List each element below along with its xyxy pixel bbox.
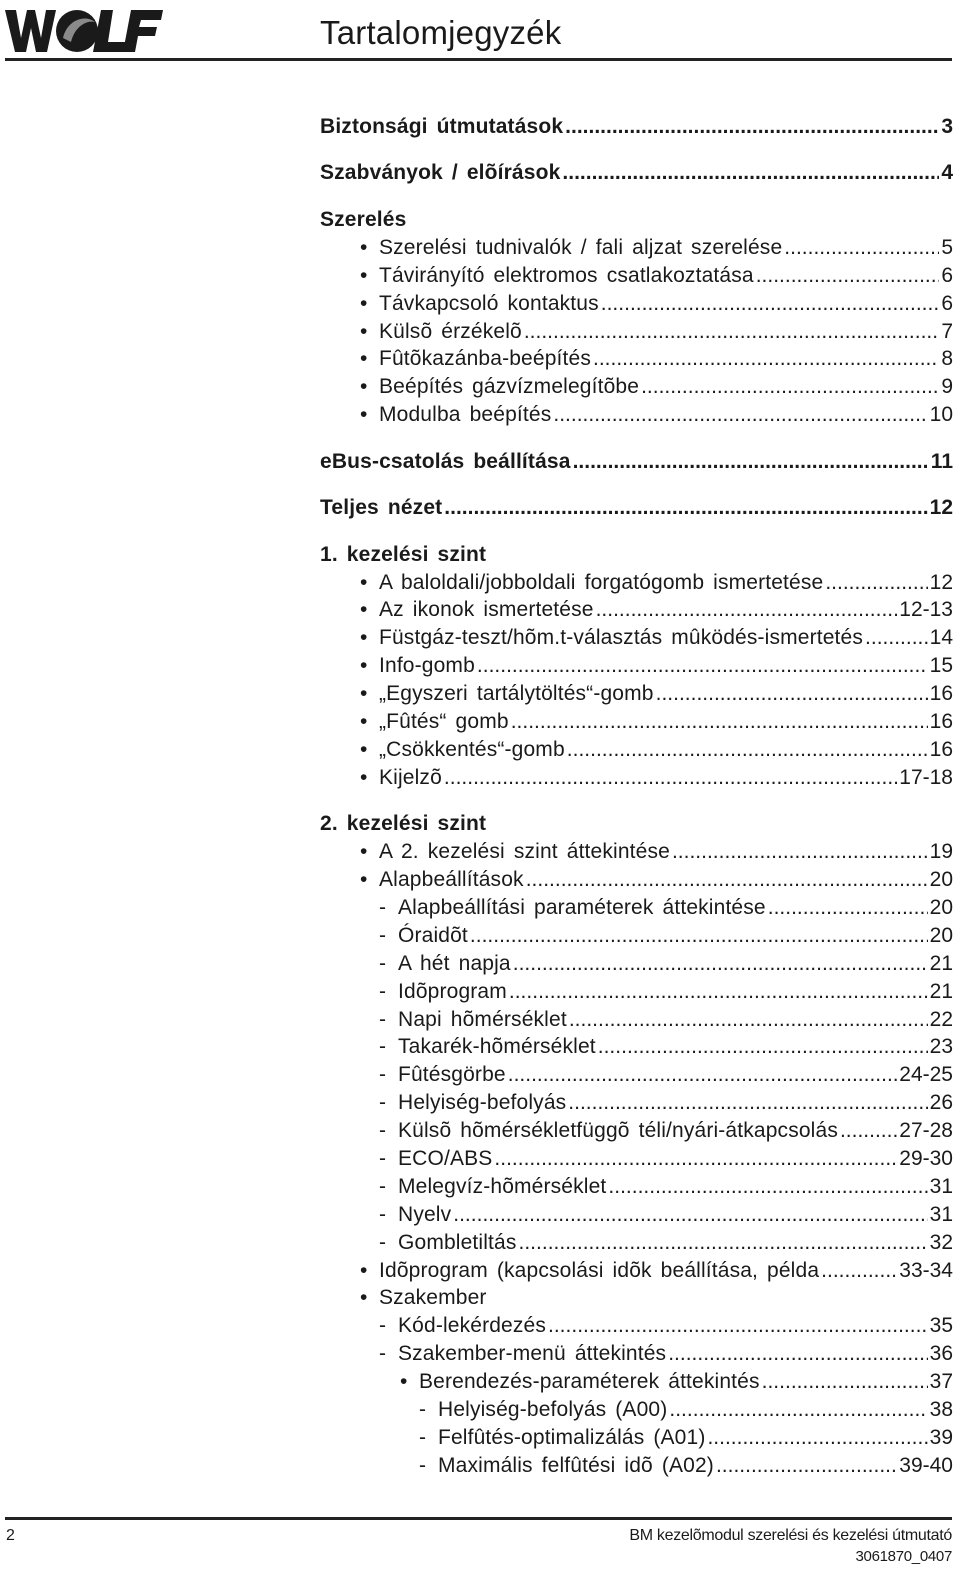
toc-entry[interactable]: [320, 680, 953, 708]
toc-entry[interactable]: [320, 1061, 953, 1089]
bullet-icon: •: [360, 626, 368, 650]
toc-entry-page: 32: [929, 1230, 953, 1254]
toc-entry-page: 12-13: [899, 598, 953, 622]
toc-entry[interactable]: [320, 894, 953, 922]
bullet-icon: •: [360, 347, 368, 371]
toc-entry-title: Alapbeállítások: [379, 868, 524, 892]
dot-leader: [553, 401, 927, 429]
bullet-icon: •: [360, 319, 368, 343]
dash-icon: -: [379, 1230, 386, 1254]
toc-entry-title: Info-gomb: [379, 654, 475, 678]
toc-entry-title: Biztonsági útmutatások: [320, 115, 564, 138]
toc-entry-page: 35: [929, 1314, 953, 1338]
toc-entry-title: Teljes nézet: [320, 496, 443, 520]
dot-leader: [865, 624, 928, 652]
toc-section-entry[interactable]: [320, 448, 953, 476]
toc-entry[interactable]: [320, 736, 953, 764]
toc-entry-page: 39-40: [899, 1453, 953, 1477]
footer-manual-title: BM kezelõmodul szerelési és kezelési útmutató: [629, 1527, 952, 1544]
dot-leader: [494, 1145, 897, 1173]
toc-entry-page: 20: [929, 923, 953, 947]
dot-leader: [513, 950, 928, 978]
toc-entry-title: Kód-lekérdezés: [398, 1314, 547, 1338]
toc-entry-title: Beépítés gázvízmelegítõbe: [379, 375, 640, 399]
dash-icon: -: [379, 1035, 386, 1059]
toc-entry-title: Nyelv: [398, 1202, 452, 1226]
toc-entry-title: Távirányító elektromos csatlakoztatása: [379, 263, 754, 287]
footer-page-number: 2: [6, 1527, 15, 1544]
toc-entry-page: 14: [929, 626, 953, 650]
toc-entry[interactable]: [320, 1006, 953, 1034]
toc-entry-page: 17-18: [899, 765, 953, 789]
toc-entry-title: Helyiség-befolyás: [398, 1091, 567, 1115]
dot-leader: [444, 764, 897, 792]
toc-entry[interactable]: [320, 624, 953, 652]
dash-icon: -: [379, 1342, 386, 1366]
dot-leader: [716, 1452, 897, 1480]
toc-entry[interactable]: [320, 401, 953, 429]
toc-section-entry[interactable]: [320, 810, 953, 838]
footer-divider: [5, 1517, 952, 1520]
toc-entry-page: 38: [929, 1397, 953, 1421]
toc-entry[interactable]: [320, 1396, 953, 1424]
toc-entry[interactable]: [320, 652, 953, 680]
toc-entry-page: 10: [929, 403, 953, 427]
dot-leader: [569, 1006, 928, 1034]
toc-entry[interactable]: [320, 708, 953, 736]
toc-entry-page: 16: [929, 737, 953, 761]
dot-leader: [641, 373, 939, 401]
dash-icon: -: [419, 1453, 426, 1477]
toc-entry-page: 6: [941, 291, 953, 315]
page-title: Tartalomjegyzék: [320, 14, 562, 51]
toc-section-entry[interactable]: [320, 541, 953, 569]
toc-entry[interactable]: [320, 262, 953, 290]
toc-entry-page: 33-34: [899, 1258, 953, 1282]
toc-section-entry[interactable]: [320, 159, 953, 187]
toc-entry-title: Szakember: [379, 1286, 487, 1310]
bullet-icon: •: [360, 1286, 368, 1310]
toc-entry-title: Alapbeállítási paraméterek áttekintése: [398, 895, 766, 919]
toc-entry-title: Szakember-menü áttekintés: [398, 1342, 667, 1366]
toc-entry[interactable]: [320, 1257, 953, 1285]
toc-entry[interactable]: [320, 569, 953, 597]
toc-entry-title: Melegvíz-hõmérséklet: [398, 1174, 607, 1198]
toc-entry[interactable]: [320, 764, 953, 792]
dot-leader: [526, 866, 928, 894]
toc-entry-page: 4: [941, 161, 953, 185]
toc-entry[interactable]: [320, 318, 953, 346]
dot-leader: [568, 1089, 927, 1117]
dot-leader: [511, 708, 928, 736]
dot-leader: [598, 1033, 928, 1061]
toc-entry-title: Szabványok / elõírások: [320, 161, 561, 185]
toc-entry-title: Modulba beépítés: [379, 403, 552, 427]
toc-entry-page: 9: [941, 375, 953, 399]
dot-leader: [840, 1117, 897, 1145]
bullet-icon: •: [360, 375, 368, 399]
dash-icon: -: [379, 1063, 386, 1087]
bullet-icon: •: [360, 840, 368, 864]
dot-leader: [756, 262, 940, 290]
footer-doc-code: 3061870_0407: [855, 1548, 952, 1565]
dot-leader: [672, 838, 928, 866]
dot-leader: [548, 1312, 928, 1340]
toc-entry-page: 3: [941, 115, 953, 138]
toc-entry[interactable]: [320, 1424, 953, 1452]
bullet-icon: •: [400, 1370, 408, 1394]
wolf-logo: [5, 8, 163, 54]
dot-leader: [762, 1368, 928, 1396]
toc-entry-page: 24-25: [899, 1063, 953, 1087]
toc-entry-title: Napi hõmérséklet: [398, 1007, 567, 1031]
toc-entry-title: 1. kezelési szint: [320, 542, 487, 566]
toc-entry[interactable]: [320, 1089, 953, 1117]
toc-entry[interactable]: [320, 1229, 953, 1257]
header-divider: [5, 58, 952, 61]
dash-icon: -: [379, 1119, 386, 1143]
toc-entry-title: Kijelzõ: [379, 765, 442, 789]
toc-entry-page: 31: [929, 1202, 953, 1226]
toc-entry-page: 23: [929, 1035, 953, 1059]
toc-entry-page: 27-28: [899, 1119, 953, 1143]
toc-entry-page: 6: [941, 263, 953, 287]
toc-entry[interactable]: [320, 1284, 953, 1312]
toc-entry-title: Óraidõt: [398, 923, 468, 947]
dash-icon: -: [379, 1314, 386, 1338]
toc-entry-title: A baloldali/jobboldali forgatógomb ismertetése: [379, 570, 824, 594]
toc-entry[interactable]: [320, 1173, 953, 1201]
toc-entry-page: 21: [929, 979, 953, 1003]
bullet-icon: •: [360, 682, 368, 706]
toc-entry-title: Gombletiltás: [398, 1230, 517, 1254]
toc-entry-title: „Csökkentés“-gomb: [379, 737, 565, 761]
toc-entry[interactable]: [320, 345, 953, 373]
toc-entry-title: 2. kezelési szint: [320, 812, 487, 836]
bullet-icon: •: [360, 868, 368, 892]
toc-entry-page: 21: [929, 951, 953, 975]
toc-entry-page: 20: [929, 895, 953, 919]
bullet-icon: •: [360, 1258, 368, 1282]
dot-leader: [519, 1229, 928, 1257]
toc-entry[interactable]: [320, 234, 953, 262]
dot-leader: [477, 652, 928, 680]
dot-leader: [453, 1201, 927, 1229]
dash-icon: -: [419, 1397, 426, 1421]
toc-entry-page: 7: [941, 319, 953, 343]
toc-entry-title: ECO/ABS: [398, 1146, 493, 1170]
bullet-icon: •: [360, 570, 368, 594]
toc-entry[interactable]: [320, 950, 953, 978]
toc-entry-page: 20: [929, 868, 953, 892]
toc-entry-page: 37: [929, 1370, 953, 1394]
toc-entry[interactable]: [320, 1368, 953, 1396]
toc-entry-title: Helyiség-befolyás (A00): [438, 1397, 668, 1421]
bullet-icon: •: [360, 710, 368, 733]
dash-icon: -: [379, 1146, 386, 1170]
dot-leader: [509, 978, 928, 1006]
toc-entry-page: 12: [929, 570, 953, 594]
toc-entry-page: 16: [929, 710, 953, 733]
toc-entry[interactable]: [320, 978, 953, 1006]
toc-entry-title: Füstgáz-teszt/hõm.t-választás mûködés-ismertetés: [379, 626, 864, 650]
toc-entry-title: „Fûtés“ gomb: [379, 710, 509, 733]
toc-entry[interactable]: [320, 596, 953, 624]
dash-icon: -: [379, 1174, 386, 1198]
dot-leader: [668, 1340, 927, 1368]
dash-icon: -: [379, 1091, 386, 1115]
dot-leader: [669, 1396, 927, 1424]
toc-section-entry[interactable]: [320, 206, 953, 234]
bullet-icon: •: [360, 403, 368, 427]
toc-entry[interactable]: [320, 373, 953, 401]
dash-icon: -: [379, 1202, 386, 1226]
toc-entry[interactable]: [320, 922, 953, 950]
toc-entry[interactable]: [320, 1340, 953, 1368]
toc-entry-page: 22: [929, 1007, 953, 1031]
toc-entry-page: 11: [930, 449, 953, 473]
toc-entry-title: Az ikonok ismertetése: [379, 598, 594, 622]
toc-entry-title: Szerelés: [320, 207, 407, 231]
dash-icon: -: [379, 979, 386, 1003]
dash-icon: -: [379, 951, 386, 975]
toc-entry-page: 5: [941, 235, 953, 259]
toc-entry-title: Idõprogram (kapcsolási idõk beállítása, példa: [379, 1258, 820, 1282]
dot-leader: [565, 113, 939, 141]
toc-entry[interactable]: [320, 838, 953, 866]
toc-entry-title: Fûtõkazánba-beépítés: [379, 347, 591, 371]
toc-entry[interactable]: [320, 290, 953, 318]
toc-entry-title: Felfûtés-optimalizálás (A01): [438, 1425, 706, 1449]
bullet-icon: •: [360, 598, 368, 622]
toc-entry-page: 12: [929, 496, 953, 520]
toc-entry-page: 36: [929, 1342, 953, 1366]
dot-leader: [768, 894, 928, 922]
toc-section-entry[interactable]: [320, 494, 953, 522]
toc-entry-title: Külsõ hõmérsékletfüggõ téli/nyári-átkapcsolás: [398, 1119, 838, 1143]
bullet-icon: •: [360, 654, 368, 678]
toc-entry-title: Maximális felfûtési idõ (A02): [438, 1453, 714, 1477]
toc-entry-title: Távkapcsoló kontaktus: [379, 291, 599, 315]
toc-section-entry[interactable]: [320, 113, 953, 141]
dash-icon: -: [419, 1425, 426, 1449]
bullet-icon: •: [360, 235, 368, 259]
toc-entry-page: 15: [929, 654, 953, 678]
dot-leader: [656, 680, 928, 708]
toc-entry-title: Takarék-hõmérséklet: [398, 1035, 596, 1059]
toc-entry-page: 8: [941, 347, 953, 371]
toc-entry-title: „Egyszeri tartálytöltés“-gomb: [379, 682, 654, 706]
dash-icon: -: [379, 923, 386, 947]
dash-icon: -: [379, 1007, 386, 1031]
toc-entry[interactable]: [320, 1201, 953, 1229]
toc-entry[interactable]: [320, 1145, 953, 1173]
dot-leader: [596, 596, 898, 624]
bullet-icon: •: [360, 291, 368, 315]
bullet-icon: •: [360, 263, 368, 287]
dot-leader: [567, 736, 928, 764]
toc-entry-title: Idõprogram: [398, 979, 507, 1003]
dot-leader: [707, 1424, 927, 1452]
dot-leader: [821, 1257, 897, 1285]
toc-entry-page: 26: [929, 1091, 953, 1115]
dash-icon: -: [379, 895, 386, 919]
dot-leader: [784, 234, 939, 262]
dot-leader: [444, 494, 927, 522]
dot-leader: [825, 569, 927, 597]
dot-leader: [608, 1173, 927, 1201]
toc-entry[interactable]: [320, 866, 953, 894]
toc-entry-page: 16: [929, 682, 953, 706]
table-of-contents: [320, 113, 953, 1480]
toc-entry[interactable]: [320, 1117, 953, 1145]
toc-entry-page: 19: [929, 840, 953, 864]
dot-leader: [593, 345, 939, 373]
toc-entry[interactable]: [320, 1033, 953, 1061]
dot-leader: [573, 448, 929, 476]
dot-leader: [470, 922, 928, 950]
dot-leader: [601, 290, 940, 318]
toc-entry-title: Szerelési tudnivalók / fali aljzat szerelése: [379, 235, 783, 259]
toc-entry-page: 31: [929, 1174, 953, 1198]
toc-entry-title: A 2. kezelési szint áttekintése: [379, 840, 670, 864]
bullet-icon: •: [360, 765, 368, 789]
toc-entry-title: Berendezés-paraméterek áttekintés: [419, 1370, 760, 1394]
dot-leader: [524, 318, 939, 346]
toc-entry-title: eBus-csatolás beállítása: [320, 449, 571, 473]
toc-entry[interactable]: [320, 1452, 953, 1480]
toc-entry[interactable]: [320, 1312, 953, 1340]
dot-leader: [508, 1061, 898, 1089]
toc-entry-title: Külsõ érzékelõ: [379, 319, 522, 343]
bullet-icon: •: [360, 737, 368, 761]
toc-entry-page: 29-30: [899, 1146, 953, 1170]
toc-entry-title: Fûtésgörbe: [398, 1063, 506, 1087]
dot-leader: [562, 159, 939, 187]
toc-entry-title: A hét napja: [398, 951, 511, 975]
toc-entry-page: 39: [929, 1425, 953, 1449]
